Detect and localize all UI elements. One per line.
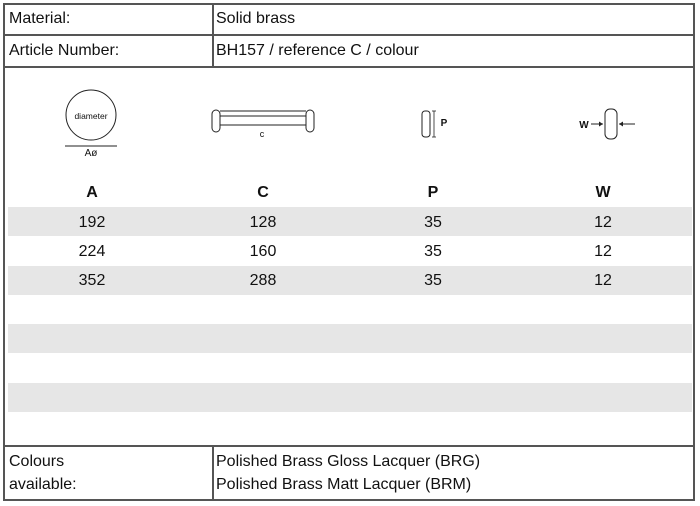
column-header-c: C xyxy=(257,184,269,201)
column-divider xyxy=(212,445,214,499)
diameter-caption: Aø xyxy=(84,148,98,159)
column-header-w: W xyxy=(595,184,611,201)
table-cell: 192 xyxy=(78,214,106,231)
projection-diagram xyxy=(417,109,457,143)
table-cell: 224 xyxy=(78,243,106,260)
width-caption: W xyxy=(579,120,589,131)
divider xyxy=(5,34,693,36)
divider xyxy=(5,66,693,68)
spec-sheet xyxy=(3,3,695,501)
projection-caption: P xyxy=(440,118,448,129)
table-cell: 128 xyxy=(249,214,277,231)
colour-option-gloss: Polished Brass Gloss Lacquer (BRG) xyxy=(216,453,481,470)
article-value: BH157 / reference C / colour xyxy=(216,42,419,59)
table-cell: 160 xyxy=(249,243,277,260)
table-cell: 288 xyxy=(249,272,277,289)
width-diagram xyxy=(575,105,641,145)
colours-label-line2: available: xyxy=(9,476,77,493)
table-cell: 35 xyxy=(424,272,442,289)
length-caption: c xyxy=(259,129,265,139)
table-cell: 35 xyxy=(424,214,442,231)
colour-option-matt: Polished Brass Matt Lacquer (BRM) xyxy=(216,476,472,493)
table-cell: 12 xyxy=(594,214,612,231)
divider xyxy=(5,445,693,447)
table-cell: 35 xyxy=(424,243,442,260)
table-stripe xyxy=(8,383,692,412)
table-cell: 12 xyxy=(594,243,612,260)
column-header-p: P xyxy=(427,184,439,201)
table-stripe xyxy=(8,324,692,353)
table-cell: 352 xyxy=(78,272,106,289)
material-label: Material: xyxy=(9,10,71,27)
handle-length-diagram xyxy=(210,107,320,143)
column-header-a: A xyxy=(86,184,98,201)
column-divider xyxy=(212,5,214,68)
table-cell: 12 xyxy=(594,272,612,289)
diameter-inner-text: diameter xyxy=(74,111,108,121)
diameter-diagram xyxy=(63,89,121,159)
colours-label-line1: Colours xyxy=(9,453,65,470)
material-value: Solid brass xyxy=(216,10,296,27)
article-label: Article Number: xyxy=(9,42,120,59)
